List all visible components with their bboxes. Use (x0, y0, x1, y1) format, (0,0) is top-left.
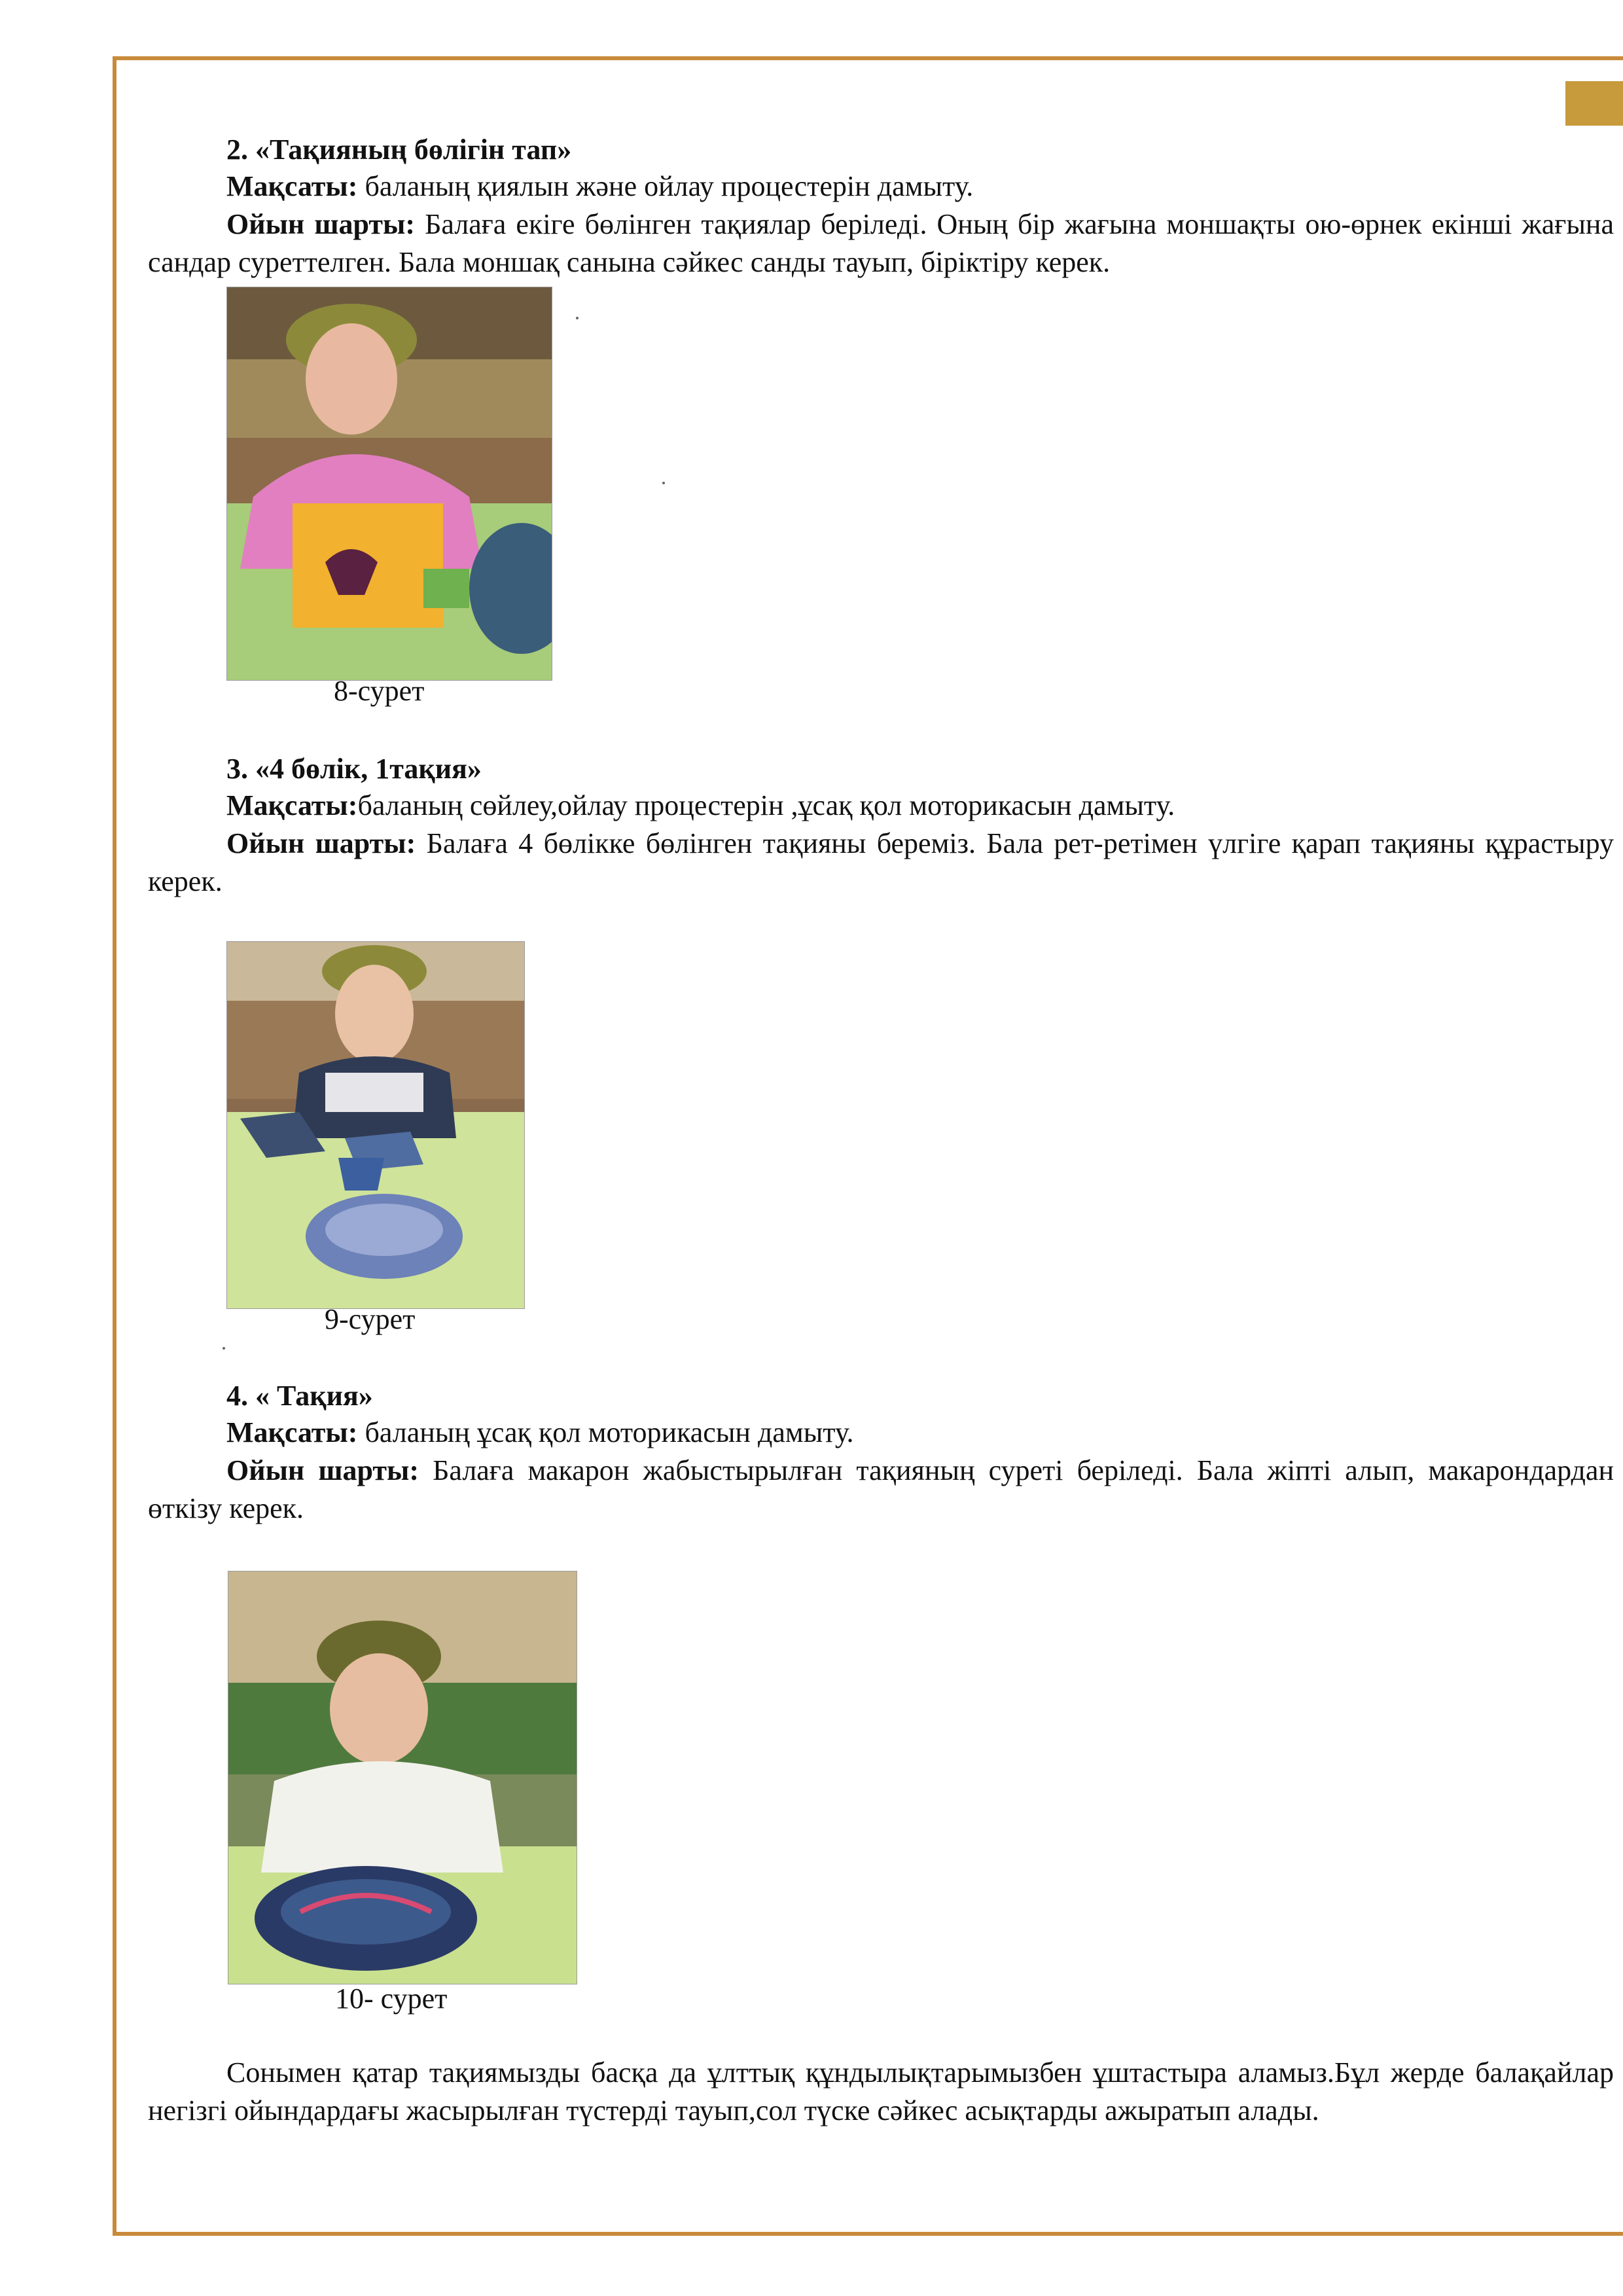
photo-boy-assembling-taqiya (226, 941, 525, 1309)
photo-child-threading-taqiya (228, 1571, 577, 1984)
section-4-rules (148, 1452, 1614, 1528)
figure-9-caption: 9-сурет (325, 1303, 416, 1335)
section-2-goal (226, 168, 1601, 206)
section-4-goal (226, 1414, 1601, 1452)
section-4-heading: 4. « Тақия» (226, 1380, 373, 1412)
section-3-rules (148, 825, 1614, 901)
goal-text: баланың ұсақ қол моторикасын дамыту. (357, 1416, 854, 1448)
scan-speck (662, 482, 665, 484)
section-2-rules (148, 206, 1614, 281)
goal-text: баланың сөйлеу,ойлау процестерін ,ұсақ қол моторикасын дамыту. (357, 789, 1175, 821)
goal-text: баланың қиялын және ойлау процестерін дамыту. (357, 170, 974, 202)
rule-label: Ойын шарты: (226, 208, 416, 240)
section-3-heading: 3. «4 бөлік, 1тақия» (226, 753, 482, 785)
photo-girl-puzzle-taqiya (226, 287, 552, 681)
rule-label: Ойын шарты: (226, 1454, 419, 1486)
rule-text: Балаға 4 бөлікке бөлінген тақияны береміз. Бала рет-ретімен үлгіге қарап тақияны құрастыру керек. (148, 827, 1614, 897)
closing-paragraph: Сонымен қатар тақиямызды басқа да ұлттық құндылықтарымызбен ұштастыра аламыз.Бұл жерде балақайлар негізгі ойындардағы жасырылған түстерді тауып,сол түске сәйкес асықтарды ажыратып алады. (148, 2056, 1614, 2126)
section-2-heading: 2. «Тақияның бөлігін тап» (226, 134, 572, 166)
goal-label: Мақсаты: (226, 789, 358, 821)
rule-label: Ойын шарты: (226, 827, 416, 859)
figure-10-caption: 10- сурет (335, 1982, 448, 2015)
rule-text: Балаға макарон жабыстырылған тақияның суреті беріледі. Бала жіпті алып, макарондардан өткізу керек. (148, 1454, 1614, 1524)
goal-label: Мақсаты: (226, 1416, 358, 1448)
rule-text: Балаға екіге бөлінген тақиялар беріледі. Оның бір жағына моншақты ою-өрнек екінші жағына сандар суреттелген. Бала моншақ санына сәйкес санды тауып, біріктіру керек. (148, 208, 1614, 278)
figure-8-caption: 8-сурет (334, 675, 425, 707)
scan-speck (223, 1347, 225, 1350)
goal-label: Мақсаты: (226, 170, 358, 202)
scan-speck (576, 317, 579, 319)
section-3-goal (226, 787, 1601, 825)
corner-color-tab (1565, 81, 1623, 126)
